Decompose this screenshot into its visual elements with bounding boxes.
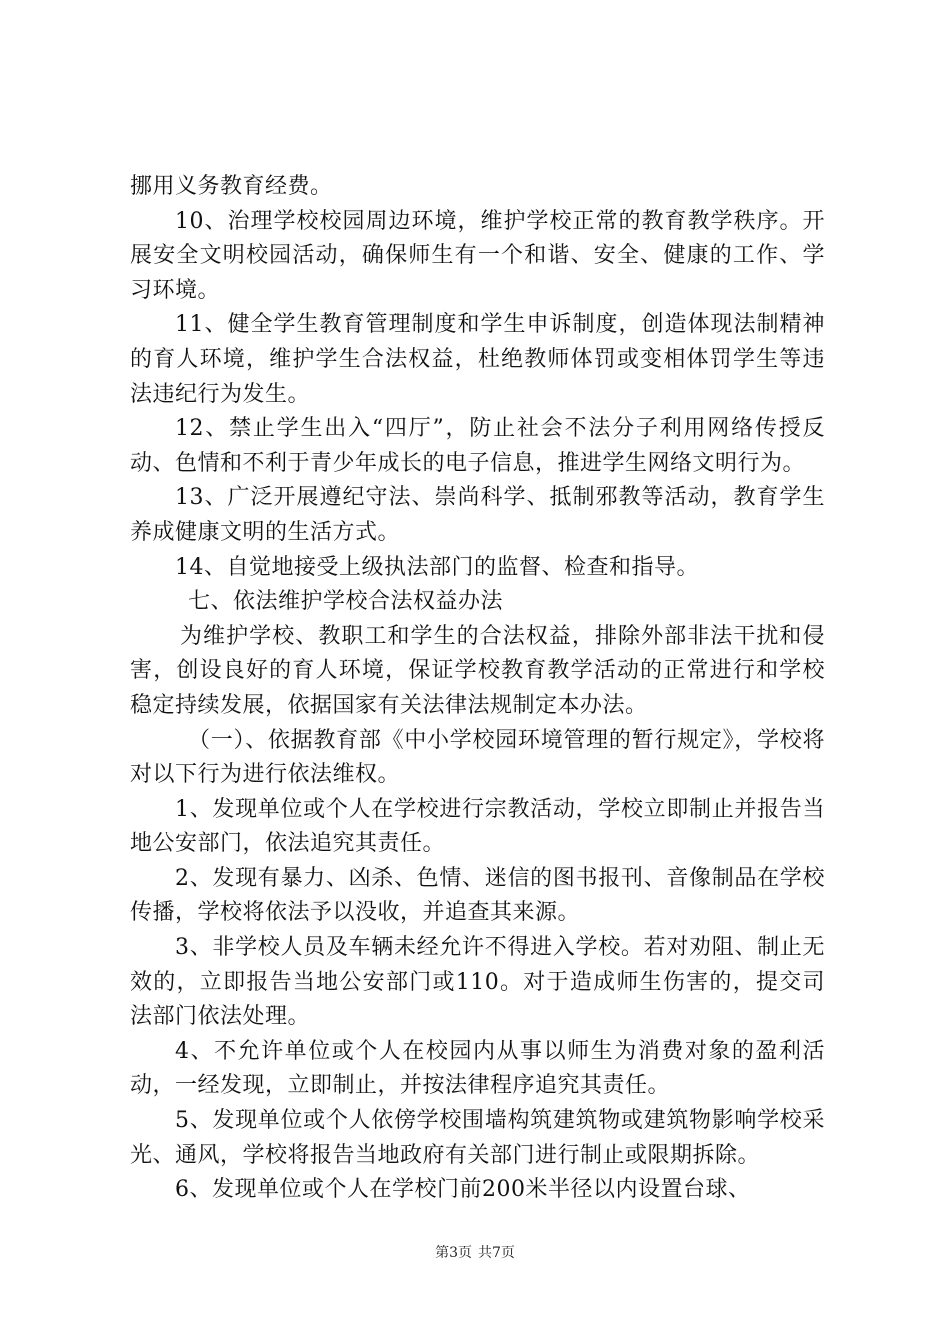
- paragraph-item-10: 10、治理学校校园周边环境，维护学校正常的教育教学秩序。开展安全文明校园活动，确保师生有一个和谐、安全、健康的工作、学习环境。: [130, 208, 825, 303]
- paragraph-rule-5: 5、发现单位或个人依傍学校围墙构筑建筑物或建筑物影响学校采光、通风，学校将报告当地政府有关部门进行制止或限期拆除。: [130, 1108, 825, 1168]
- paragraph-item-14: 14、自觉地接受上级执法部门的监督、检查和指导。: [175, 554, 699, 580]
- paragraph-subsection-one: （一）、依据教育部《中小学校园环境管理的暂行规定》，学校将对以下行为进行依法维权。: [130, 727, 825, 788]
- paragraph-item-11: 11、健全学生教育管理制度和学生申诉制度，创造体现法制精神的育人环境，维护学生合法权益，杜绝教师体罚或变相体罚学生等违法违纪行为发生。: [130, 312, 825, 407]
- paragraph-item-12: 12、禁止学生出入“四厅”，防止社会不法分子利用网络传授反动、色情和不利于青少年成长的电子信息，推进学生网络文明行为。: [130, 416, 825, 476]
- document-body: [130, 170, 825, 1208]
- paragraph-continuation: 挪用义务教育经费。: [130, 174, 333, 199]
- paragraph-intro: 为维护学校、教职工和学生的合法权益，排除外部非法干扰和侵害，创设良好的育人环境，保证学校教育教学活动的正常进行和学校稳定持续发展，依据国家有关法律法规制定本办法。: [130, 623, 825, 718]
- paragraph-item-13: 13、广泛开展遵纪守法、崇尚科学、抵制邪教等活动，教育学生养成健康文明的生活方式。: [130, 485, 825, 545]
- paragraph-rule-2: 2、发现有暴力、凶杀、色情、迷信的图书报刊、音像制品在学校传播，学校将依法予以没收，并追查其来源。: [130, 865, 825, 926]
- paragraph-rule-3: 3、非学校人员及车辆未经允许不得进入学校。若对劝阻、制止无效的，立即报告当地公安部门或110。对于造成师生伤害的，提交司法部门依法处理。: [130, 935, 825, 1030]
- paragraph-rule-1: 1、发现单位或个人在学校进行宗教活动，学校立即制止并报告当地公安部门，依法追究其责任。: [130, 796, 825, 857]
- paragraph-rule-4: 4、不允许单位或个人在校园内从事以师生为消费对象的盈利活动，一经发现，立即制止，并按法律程序追究其责任。: [130, 1038, 825, 1099]
- page-total: 共7页: [478, 1245, 515, 1261]
- page-number: 第3页: [435, 1245, 472, 1261]
- paragraph-rule-6: 6、发现单位或个人在学校门前200米半径以内设置台球、: [175, 1177, 751, 1203]
- page-footer: [0, 1244, 950, 1262]
- section-heading-seven: 七、依法维护学校合法权益办法: [188, 589, 504, 615]
